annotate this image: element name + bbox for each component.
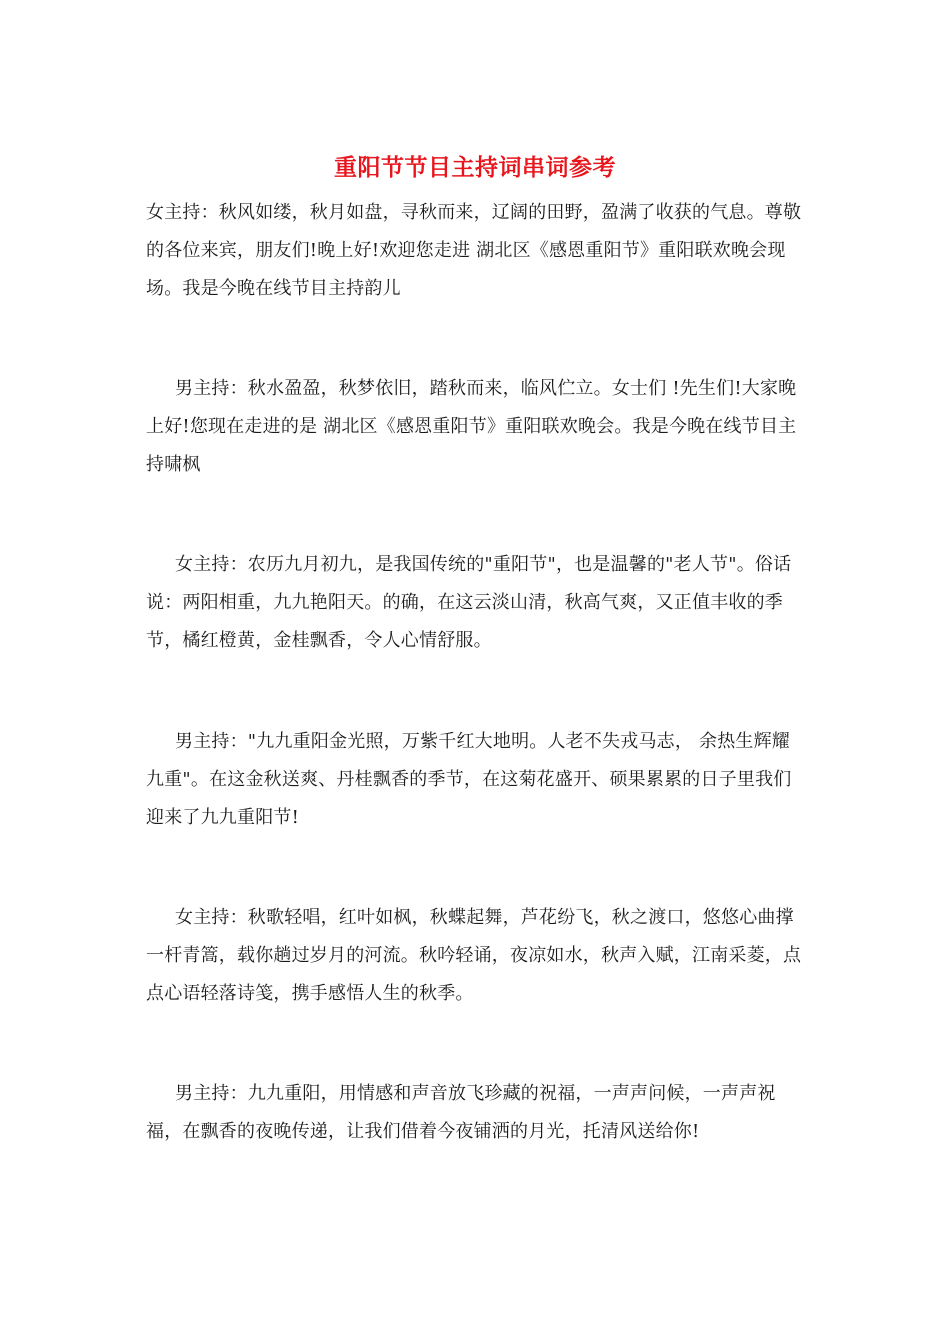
paragraph-male-host-blessing: 男主持：九九重阳，用情感和声音放飞珍藏的祝福，一声声问候，一声声祝福，在飘香的夜晚传递，让我们借着今夜铺洒的月光，托清风送给你! xyxy=(146,1083,776,1142)
paragraph-male-host-opening: 男主持：秋水盈盈，秋梦依旧，踏秋而来，临风伫立。女士们 !先生们!大家晚上好!您现在走进的是 湖北区《感恩重阳节》重阳联欢晚会。我是今晚在线节目主持啸枫 xyxy=(146,378,797,475)
paragraph-female-host-festival: 女主持：农历九月初九，是我国传统的"重阳节"，也是温馨的"老人节"。俗话说：两阳相重，九九艳阳天。的确，在这云淡山清，秋高气爽，又正值丰收的季节，橘红橙黄，金桂飘香，令人心情舒服。 xyxy=(146,554,792,651)
paragraph-male-host-poem: 男主持："九九重阳金光照，万紫千红大地明。人老不失戎马志， 余热生辉耀九重"。在这金秋送爽、丹桂飘香的季节，在这菊花盛开、硕果累累的日子里我们迎来了九九重阳节! xyxy=(146,731,792,828)
paragraph-female-host-autumn-song: 女主持：秋歌轻唱，红叶如枫，秋蝶起舞，芦花纷飞，秋之渡口，悠悠心曲撑一杆青篙，载你趟过岁月的河流。秋吟轻诵，夜凉如水，秋声入赋，江南采菱，点点心语轻落诗笺，携手感悟人生的秋季。 xyxy=(146,907,802,1004)
document-title: 重阳节节目主持词串词参考 xyxy=(334,154,616,181)
paragraph-female-host-opening: 女主持：秋风如缕，秋月如盘，寻秋而来，辽阔的田野，盈满了收获的气息。尊敬的各位来宾，朋友们!晚上好!欢迎您走进 湖北区《感恩重阳节》重阳联欢晚会现场。我是今晚在线节目主持韵儿 xyxy=(146,202,802,299)
